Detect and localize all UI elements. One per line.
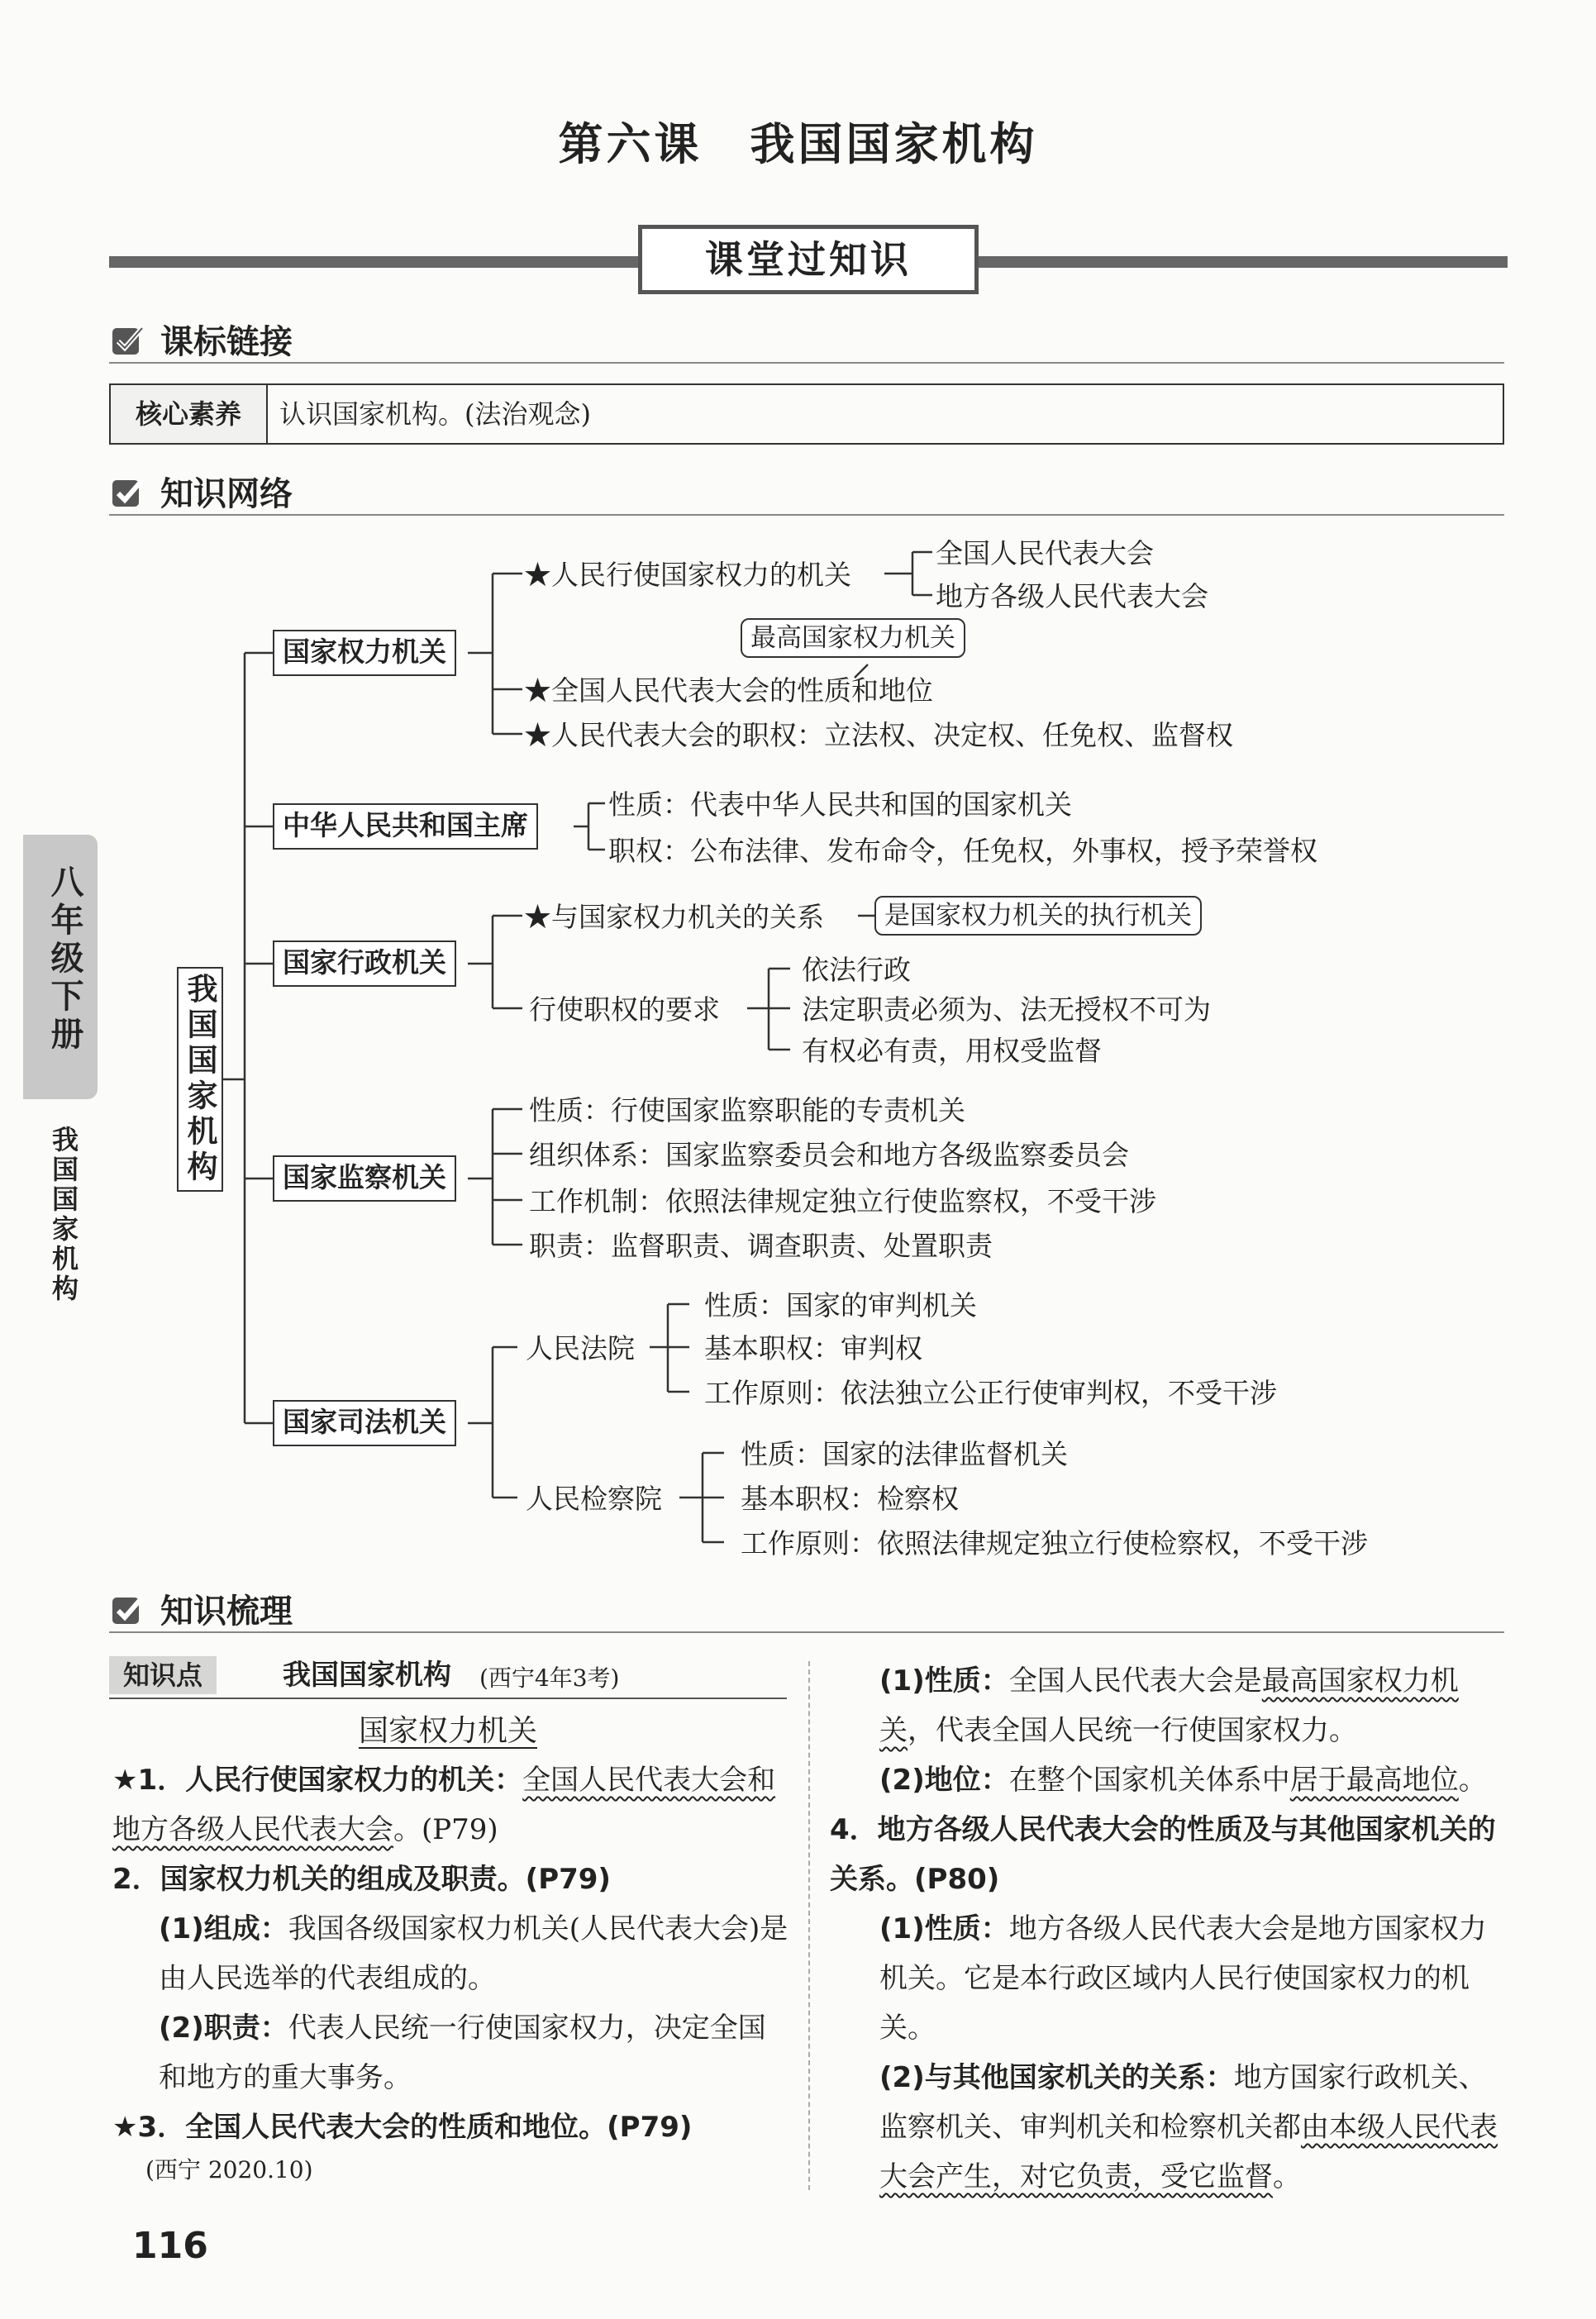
power-item2: ★全国人民代表大会的性质和地位 [524,674,933,707]
item4-p2-key: 由本级人民代表大会产生，对它负责，受它监督 [879,2111,1498,2193]
proc-sub1: 性质：国家的法律监督机关 [741,1438,1068,1470]
item2-p2-body: 代表人民统一行使国家权力，决定全国和地方的重大事务。 [159,2012,766,2094]
page-number: 116 [132,2225,208,2267]
organ-power-box: 国家权力机关 [273,630,456,676]
proc-sub3: 工作原则：依照法律规定独立行使检察权，不受干涉 [741,1527,1368,1559]
item1-tail: 。(P79) [393,1813,498,1846]
admin-item2-sub1: 依法行政 [802,954,911,986]
item4-p1-label: (1)性质： [879,1912,1009,1945]
judicial-procuratorate: 人民检察院 [526,1483,662,1515]
court-sub3: 工作原则：依法独立公正行使审判权，不受干涉 [704,1377,1277,1409]
checkbox-icon [111,1593,145,1634]
power-item3: ★人民代表大会的职权：立法权、决定权、任免权、监督权 [524,719,1233,751]
item3-note: (西宁 2020.10) [145,2156,313,2183]
organ-supervision-box: 国家监察机关 [273,1155,456,1202]
president-item1: 性质：代表中华人民共和国的国家机关 [608,788,1072,821]
admin-note-callout: 是国家权力机关的执行机关 [874,896,1202,936]
review-left-column [112,1755,790,2188]
kp-note: (西宁4年3考) [479,1664,620,1692]
item1-body: 全国人民代表大会和地方各级人民代表大会 [112,1764,776,1846]
admin-item2: 行使职权的要求 [529,993,720,1026]
item2-p1-label: (1)组成： [159,1912,288,1945]
supervision-item4: 职责：监督职责、调查职责、处置职责 [529,1230,993,1262]
item3-head: ★3．全国人民代表大会的性质和地位。(P79) [112,2111,693,2144]
court-sub2: 基本职权：审判权 [704,1332,922,1364]
power-item1-sub2: 地方各级人民代表大会 [936,580,1208,612]
r2-pre: 在整个国家机关体系中 [1008,1764,1290,1797]
item4-head: 4．地方各级人民代表大会的性质及与其他国家机关的关系。(P80) [830,1813,1496,1896]
kp-label: 知识点 [109,1656,217,1694]
organ-admin-box: 国家行政机关 [273,940,456,987]
item2-p2-label: (2)职责： [159,2012,288,2045]
mindmap-root: 我国国家机构 [177,967,223,1192]
power-item1-sub1: 全国人民代表大会 [936,537,1154,569]
kp-title: 我国国家机构 [283,1659,451,1692]
standards-content: 认识国家机构。(法治观念) [279,398,591,430]
section-review [111,1585,293,1634]
court-sub1: 性质：国家的审判机关 [704,1289,977,1321]
admin-item2-sub3: 有权必有责，用权受监督 [802,1035,1102,1067]
r2-key: 居于最高地位 [1289,1764,1459,1797]
supervision-item2: 组织体系：国家监察委员会和地方各级监察委员会 [529,1139,1129,1171]
section-network-title: 知识网络 [160,475,293,513]
supervision-item1: 性质：行使国家监察职能的专责机关 [529,1094,965,1126]
r2-post: 。 [1458,1764,1487,1797]
review-subheading-text: 国家权力机关 [358,1714,537,1748]
page-title: 第六课 我国国家机构 [558,117,1038,170]
item4-p1-body: 地方各级人民代表大会是地方国家权力机关。它是本行政区域内人民行使国家权力的机关。 [879,1912,1487,2045]
r1-post: ，代表全国人民统一行使国家权力。 [908,1714,1357,1747]
knowledge-point-header [109,1656,787,1699]
column-divider [808,1661,810,2190]
standards-label: 核心素养 [111,385,268,443]
side-tab-label: 八年级下册 [45,864,84,1055]
section-review-title: 知识梳理 [160,1593,293,1631]
item4-p2-post: 。 [1273,2160,1301,2193]
item2-p1-body: 我国各级国家权力机关(人民代表大会)是由人民选举的代表组成的。 [159,1912,788,1995]
side-chapter-label: 我国国家机构 [48,1126,79,1304]
item4-p2-label: (2)与其他国家机关的关系： [879,2061,1234,2094]
item1-head: ★1．人民行使国家权力的机关： [112,1764,523,1797]
proc-sub2: 基本职权：检察权 [741,1483,959,1515]
admin-item2-sub2: 法定职责必须为、法无授权不可为 [802,993,1211,1026]
power-item1: ★人民行使国家权力的机关 [524,559,851,591]
organ-judicial-box: 国家司法机关 [273,1400,456,1446]
review-right-column [830,1656,1508,2202]
r1-pre: 全国人民代表大会是 [1008,1664,1262,1698]
section-banner: 课堂过知识 [638,225,979,294]
power-note-callout: 最高国家权力机关 [741,618,965,658]
divider [109,1631,1504,1633]
president-item2: 职权：公布法律、发布命令，任免权，外事权，授予荣誉权 [608,835,1317,867]
supervision-item3: 工作机制：依照法律规定独立行使监察权，不受干涉 [529,1185,1156,1217]
r2-label: (2)地位： [879,1764,1009,1797]
organ-president-box: 中华人民共和国主席 [273,803,538,850]
judicial-court: 人民法院 [526,1332,635,1364]
item2-head: 2．国家权力机关的组成及职责。(P79) [112,1863,611,1896]
r1-label: (1)性质： [879,1664,1009,1698]
item4-p2-pre: 地方国家行政机关、监察机关、审判机关和检察机关都 [879,2061,1487,2144]
admin-item1: ★与国家权力机关的关系 [524,901,824,933]
review-subheading [109,1707,787,1750]
section-standards-title: 课标链接 [160,323,293,361]
r1-key: 最高国家权力机关 [879,1664,1459,1747]
